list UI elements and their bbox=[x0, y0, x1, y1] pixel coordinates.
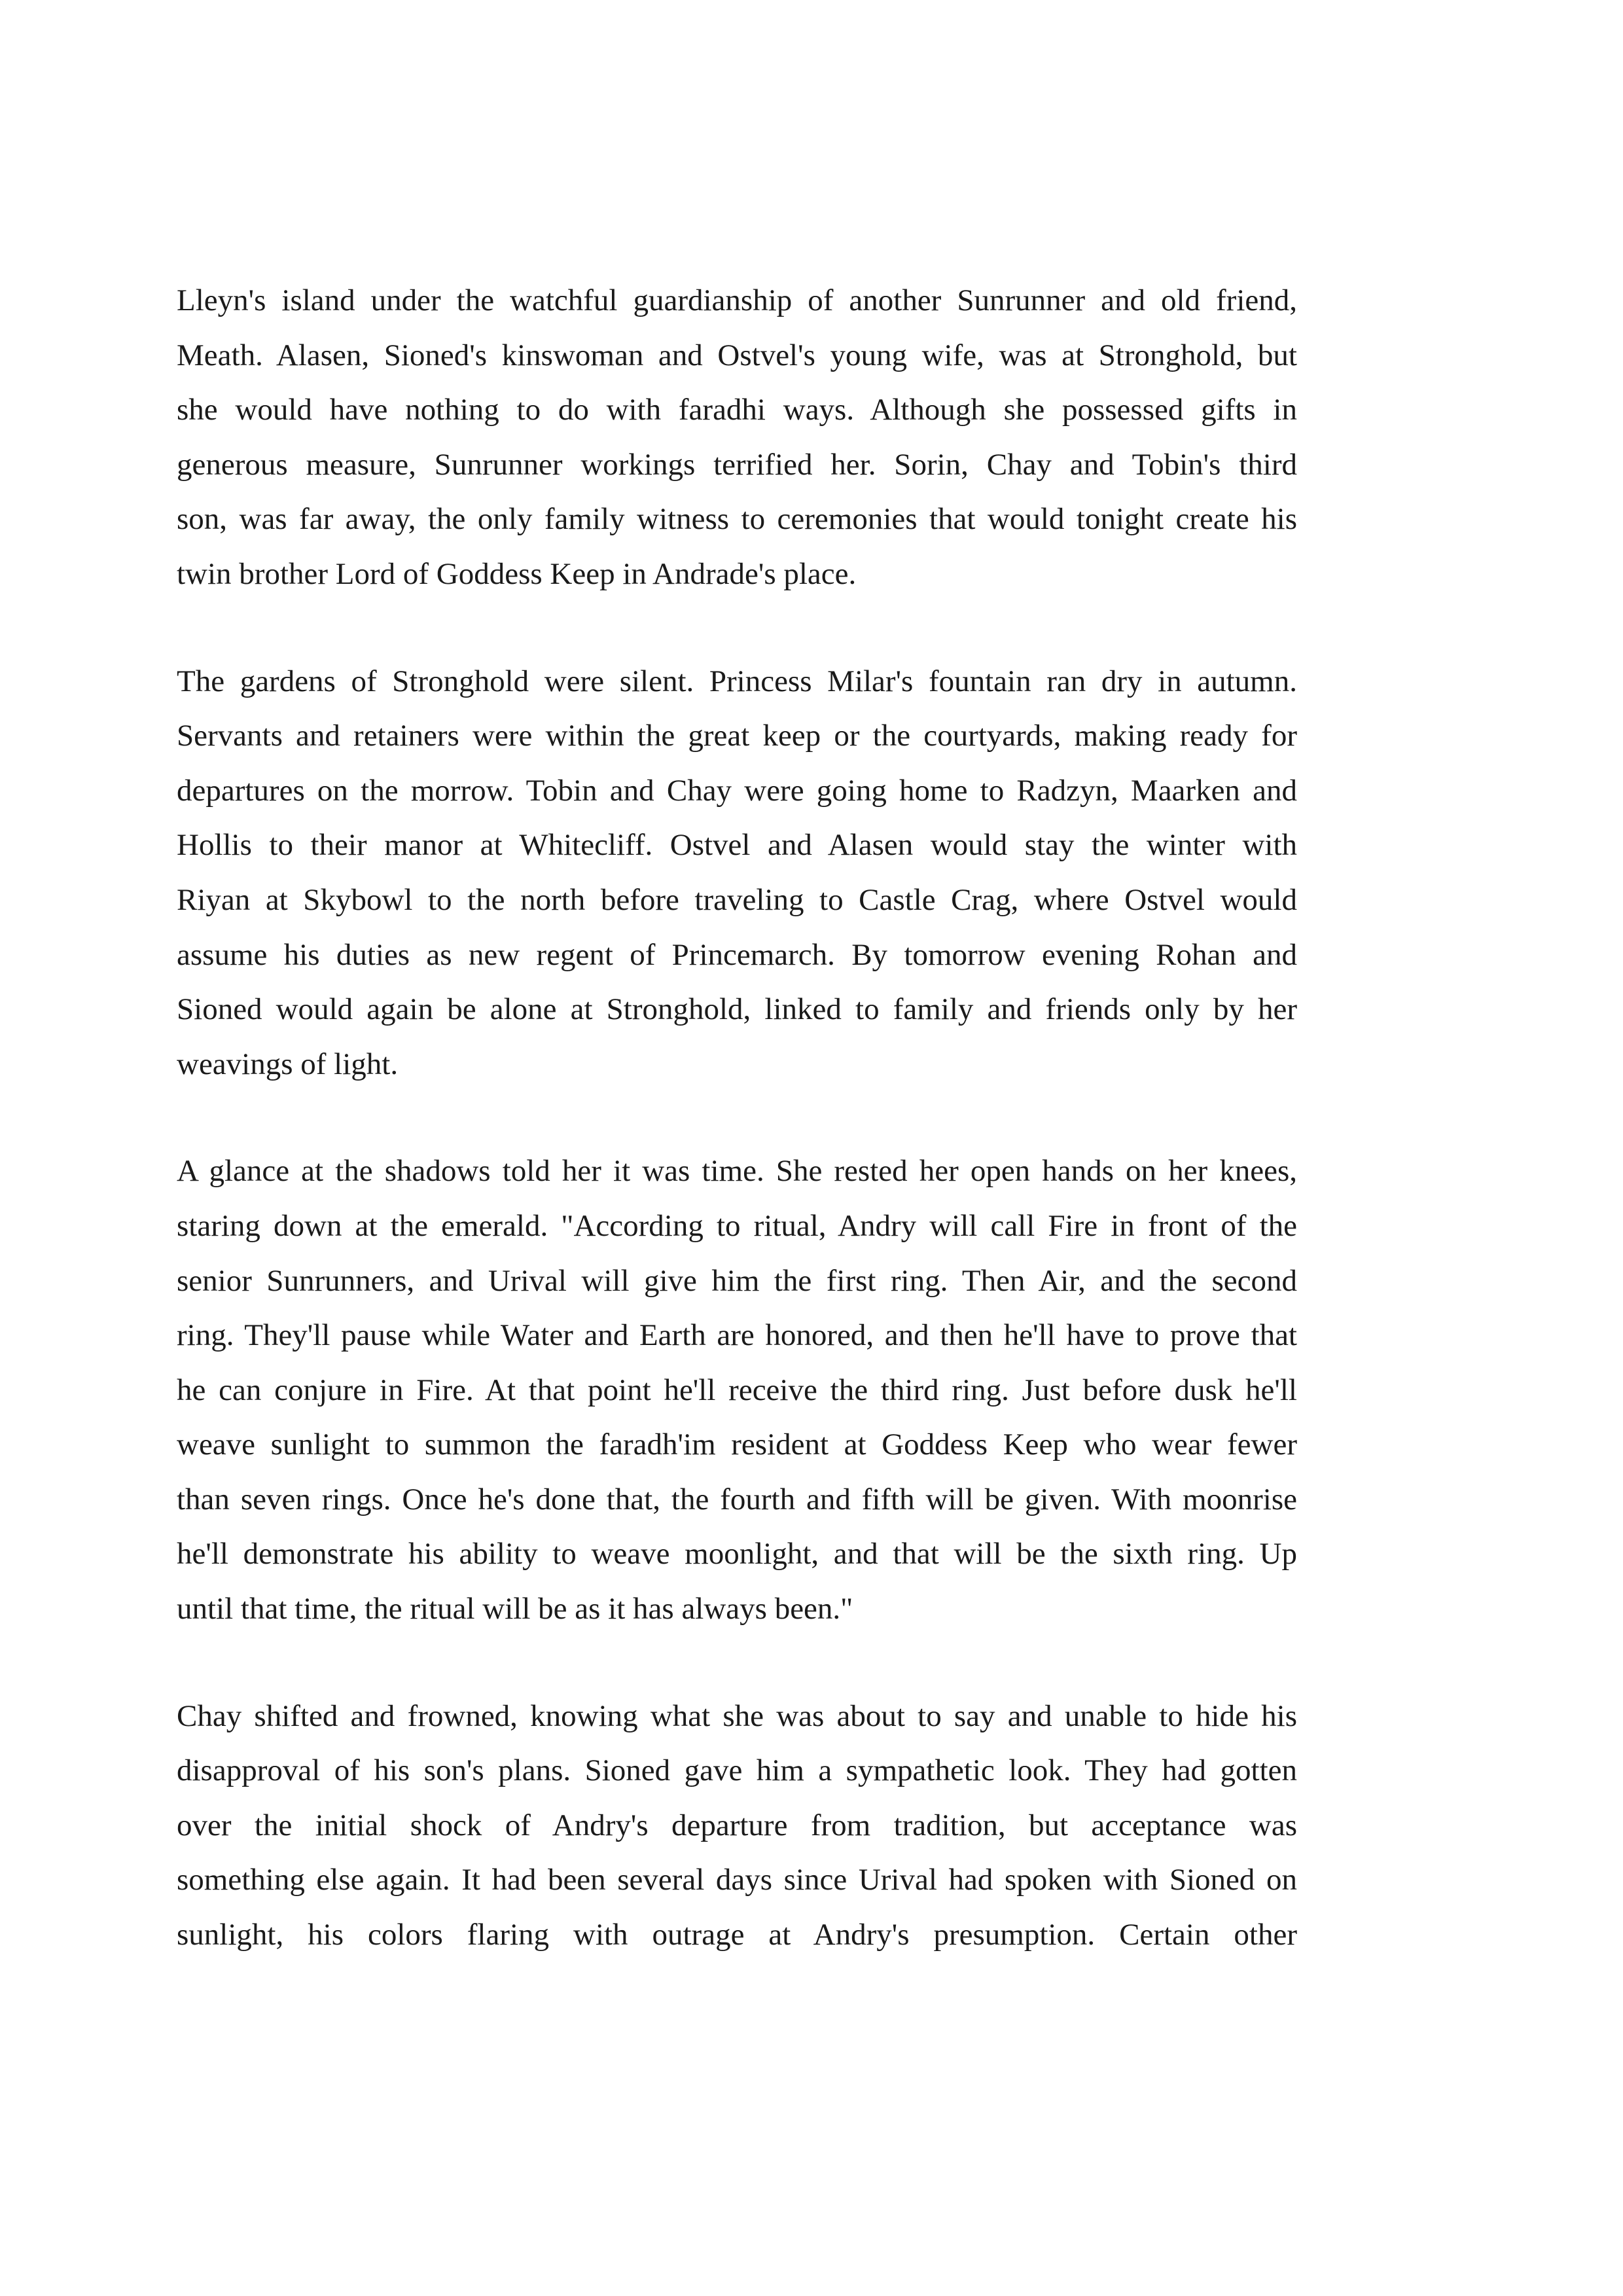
paragraph-3 bbox=[177, 1144, 1297, 1636]
text-line: Meath. Alasen, Sioned's kinswoman and Ostvel's young wife, was at Stronghold, but bbox=[177, 338, 1297, 372]
paragraph-gap bbox=[177, 602, 1297, 655]
text-line: senior Sunrunners, and Urival will give him the first ring. Then Air, and the second bbox=[177, 1263, 1297, 1298]
text-line: sunlight, his colors flaring with outrage at Andry's presumption. Certain other bbox=[177, 1918, 1297, 1952]
text-line: son, was far away, the only family witness to ceremonies that would tonight create his bbox=[177, 502, 1297, 537]
text-line: Servants and retainers were within the great keep or the courtyards, making ready for bbox=[177, 719, 1297, 753]
text-line: he can conjure in Fire. At that point he'll receive the third ring. Just before dusk he'll bbox=[177, 1372, 1297, 1407]
text-line: he'll demonstrate his ability to weave moonlight, and that will be the sixth ring. Up bbox=[177, 1537, 1297, 1571]
text-line: disapproval of his son's plans. Sioned gave him a sympathetic look. They had gotten bbox=[177, 1753, 1297, 1788]
text-line: until that time, the ritual will be as it has always been." bbox=[177, 1592, 853, 1626]
paragraph-2 bbox=[177, 655, 1297, 1092]
text-line: Hollis to their manor at Whitecliff. Ostvel and Alasen would stay the winter with bbox=[177, 828, 1297, 863]
text-line: she would have nothing to do with faradhi ways. Although she possessed gifts in bbox=[177, 393, 1297, 427]
body-text bbox=[177, 274, 1297, 1963]
text-line: departures on the morrow. Tobin and Chay were going home to Radzyn, Maarken and bbox=[177, 773, 1297, 808]
text-line: something else again. It had been several days since Urival had spoken with Sioned on bbox=[177, 1863, 1297, 1897]
text-line: Sioned would again be alone at Stronghold, linked to family and friends only by her bbox=[177, 992, 1297, 1027]
paragraph-gap bbox=[177, 1092, 1297, 1144]
text-line: A glance at the shadows told her it was time. She rested her open hands on her knees, bbox=[177, 1154, 1297, 1189]
text-line: assume his duties as new regent of Princemarch. By tomorrow evening Rohan and bbox=[177, 937, 1297, 972]
text-line: twin brother Lord of Goddess Keep in Andrade's place. bbox=[177, 556, 857, 591]
paragraph-gap bbox=[177, 1637, 1297, 1689]
paragraph-4 bbox=[177, 1689, 1297, 1963]
text-line: over the initial shock of Andry's departure from tradition, but acceptance was bbox=[177, 1808, 1297, 1842]
text-line: Riyan at Skybowl to the north before traveling to Castle Crag, where Ostvel would bbox=[177, 882, 1297, 917]
text-line: Lleyn's island under the watchful guardianship of another Sunrunner and old friend, bbox=[177, 283, 1297, 317]
text-line: weavings of light. bbox=[177, 1047, 399, 1081]
text-line: weave sunlight to summon the faradh'im resident at Goddess Keep who wear fewer bbox=[177, 1427, 1297, 1462]
text-line: generous measure, Sunrunner workings terrified her. Sorin, Chay and Tobin's third bbox=[177, 447, 1297, 482]
text-line: The gardens of Stronghold were silent. Princess Milar's fountain ran dry in autumn. bbox=[177, 664, 1297, 698]
text-line: than seven rings. Once he's done that, the fourth and fifth will be given. With moonrise bbox=[177, 1482, 1297, 1516]
text-line: ring. They'll pause while Water and Earth are honored, and then he'll have to prove that bbox=[177, 1318, 1297, 1353]
text-line: staring down at the emerald. "According to ritual, Andry will call Fire in front of the bbox=[177, 1208, 1297, 1243]
text-line: Chay shifted and frowned, knowing what she was about to say and unable to hide his bbox=[177, 1698, 1297, 1733]
paragraph-1 bbox=[177, 274, 1297, 602]
